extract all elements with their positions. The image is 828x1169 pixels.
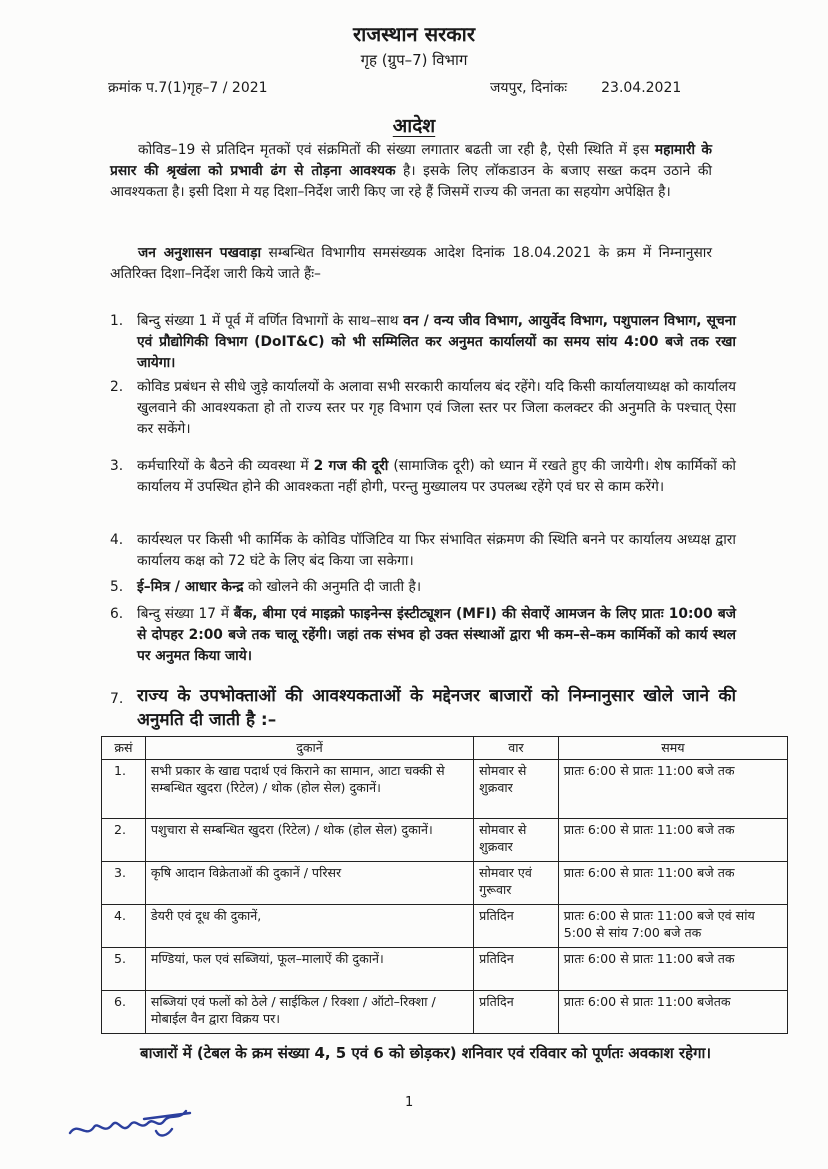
item-text	[137, 456, 736, 498]
place-date-label: जयपुर, दिनांकः	[490, 80, 568, 96]
shops-cell: डेयरी एवं दूध की दुकानें,	[145, 905, 473, 948]
campaign-name: जन अनुशासन पखवाड़ा	[138, 245, 262, 261]
market-timings-table	[101, 736, 788, 1034]
serial-cell: 3.	[102, 862, 146, 905]
serial-cell: 2.	[102, 819, 146, 862]
table-row	[102, 862, 788, 905]
time-cell: प्रातः 6:00 से प्रातः 11:00 बजे तक	[558, 862, 787, 905]
place-date	[490, 78, 681, 97]
days-cell: सोमवार से शुक्रवार	[474, 819, 559, 862]
item-text-plain: बिन्दु संख्या 17 में	[137, 606, 234, 622]
serial-cell: 1.	[102, 760, 146, 819]
directive-item	[110, 530, 736, 572]
item-text-bold: वन / वन्य जीव विभाग, आयुर्वेद विभाग, पशुपालन विभाग, सूचना एवं प्रौद्योगिकी विभाग (DoIT&C) को भी सम्मिलित कर अनुमत कार्यालयों का समय सांय 4:00 बजे तक रखा जायेगा।	[137, 313, 736, 371]
shops-cell: सभी प्रकार के खाद्य पदार्थ एवं किराने का सामान, आटा चक्की से सम्बन्धित खुदरा (रिटेल) / थोक (होल सेल) दुकानें।	[145, 760, 473, 819]
days-cell: प्रतिदिन	[474, 948, 559, 991]
item-text-plain: को खोलने की अनुमति दी जाती है।	[243, 579, 422, 595]
item-number: 5.	[110, 579, 124, 595]
days-cell: सोमवार से शुक्रवार	[474, 760, 559, 819]
table-row	[102, 905, 788, 948]
shops-cell: सब्जियां एवं फलों को ठेले / साईकिल / रिक्शा / ऑटो–रिक्शा / मोबाईल वैन द्वारा विक्रय पर।	[145, 991, 473, 1034]
page-number: 1	[405, 1095, 414, 1110]
item-text-plain: कर्मचारियों के बैठने की व्यवस्था में	[137, 458, 314, 474]
directive-item	[110, 577, 736, 598]
government-title: राजस्थान सरकार	[352, 22, 476, 46]
column-header: वार	[474, 737, 559, 760]
table-row	[102, 991, 788, 1034]
item-text-bold: बैंक, बीमा एवं माइक्रो फाइनेन्स इंस्टीट्यूशन (MFI) की सेवाऐं आमजन के लिए प्रातः 10:00 बजे से दोपहर 2:00 बजे तक चालू रहेंगी। जहां तक संभव हो उक्त संस्थाओं द्वारा भी कम–से–कम कार्मिकों को कार्य स्थल पर अनुमत किया जाये।	[137, 606, 736, 664]
serial-cell: 6.	[102, 991, 146, 1034]
order-heading-text: आदेश	[392, 115, 436, 137]
item-text-plain: बिन्दु संख्या 1 में पूर्व में वर्णित विभागों के साथ–साथ	[137, 313, 404, 329]
directive-item	[110, 377, 736, 440]
item-text: राज्य के उपभोक्ताओं की आवश्यकताओं के मद्देनजर बाजारों को निम्नानुसार खोले जाने की अनुमति दी जाती है :–	[137, 686, 736, 730]
item-number: 2.	[110, 379, 124, 395]
table-header-row	[102, 737, 788, 760]
time-cell: प्रातः 6:00 से प्रातः 11:00 बजेतक	[558, 991, 787, 1034]
department-name: गृह (ग्रुप–7) विभाग	[360, 51, 468, 69]
signature	[60, 1095, 210, 1155]
item-number: 1.	[110, 313, 124, 329]
intro-text: है। इसके लिए लॉकडाउन के बजाए सख्त कदम उठाने की आवश्यकता है। इसी दिशा मे यह दिशा–निर्देश जारी किए जा रहे हैं जिसमें राज्य की जनता का सहयोग अपेक्षित है।	[110, 163, 713, 200]
item-text-plain: (सामाजिक दूरी) को ध्यान में रखते हुए की जायेगी। शेष कार्मिकों को कार्यालय में उपस्थित होने की आवश्कता नहीं होगी, परन्तु मुख्यालय पर उपलब्ध रहेंगे एवं घर से काम करेंगे।	[137, 458, 736, 495]
weekend-closure-note: बाजारों में (टेबल के क्रम संख्या 4, 5 एवं 6 को छोड़कर) शनिवार एवं रविवार को पूर्णतः अवकाश रहेगा।	[140, 1044, 712, 1062]
intro-text: कोविड–19 से प्रतिदिन मृतकों एवं संक्रमितों की संख्या लगातार बढती जा रही है, ऐसी स्थिति में इस	[138, 142, 655, 158]
item-text	[137, 311, 736, 374]
directive-item	[110, 684, 736, 732]
serial-cell: 5.	[102, 948, 146, 991]
column-header: क्रसं	[102, 737, 146, 760]
intro-paragraph-1	[110, 140, 712, 203]
shops-cell: कृषि आदान विक्रेताओं की दुकानें / परिसर	[145, 862, 473, 905]
days-cell: प्रतिदिन	[474, 905, 559, 948]
column-header: समय	[558, 737, 787, 760]
directive-item	[110, 456, 736, 498]
item-text-bold: ई–मित्र / आधार केन्द्र	[137, 579, 244, 595]
item-number: 6.	[110, 606, 124, 622]
time-cell: प्रातः 6:00 से प्रातः 11:00 बजे तक	[558, 819, 787, 862]
time-cell: प्रातः 6:00 से प्रातः 11:00 बजे तक	[558, 948, 787, 991]
item-number: 3.	[110, 458, 124, 474]
table-row	[102, 819, 788, 862]
item-text: कार्यस्थल पर किसी भी कार्मिक के कोविड पॉजिटिव या फिर संभावित संक्रमण की स्थिति बनने पर कार्यालय अध्यक्ष द्वारा कार्यालय कक्ष को 72 घंटे के लिए बंद किया जा सकेगा।	[137, 532, 736, 569]
shops-cell: मण्डियां, फल एवं सब्जियां, फूल–मालाऐं की दुकानें।	[145, 948, 473, 991]
item-number: 4.	[110, 532, 124, 548]
days-cell: प्रतिदिन	[474, 991, 559, 1034]
order-heading	[0, 112, 828, 138]
table-row	[102, 948, 788, 991]
time-cell: प्रातः 6:00 से प्रातः 11:00 बजे तक	[558, 760, 787, 819]
reference-number: क्रमांक प.7(1)गृह–7 / 2021	[108, 80, 268, 96]
table-row	[102, 760, 788, 819]
item-text	[137, 604, 736, 667]
shops-cell: पशुचारा से सम्बन्धित खुदरा (रिटेल) / थोक (होल सेल) दुकानें।	[145, 819, 473, 862]
intro-emphasis: महामारी के प्रसार की श्रृखंला को प्रभावी ढंग से तोड़ना आवश्यक	[110, 142, 712, 179]
intro-text: सम्बन्धित विभागीय समसंख्यक आदेश दिनांक 18.04.2021 के क्रम में निम्नानुसार अतिरिक्त दिशा–निर्देश जारी किये जाते हैंः–	[110, 245, 712, 282]
item-number: 7.	[110, 691, 124, 707]
order-date: 23.04.2021	[601, 80, 682, 96]
directive-item	[110, 311, 736, 374]
serial-cell: 4.	[102, 905, 146, 948]
item-text: कोविड प्रबंधन से सीधे जुड़े कार्यालयों के अलावा सभी सरकारी कार्यालय बंद रहेंगे। यदि किसी कार्यालयाध्यक्ष को कार्यालय खुलवाने की आवश्यकता हो तो राज्य स्तर पर गृह विभाग एवं जिला स्तर पर जिला कलक्टर की अनुमति के पश्चात् ऐसा कर सकेंगे।	[137, 379, 736, 437]
time-cell: प्रातः 6:00 से प्रातः 11:00 बजे एवं सांय 5:00 से सांय 7:00 बजे तक	[558, 905, 787, 948]
item-text	[137, 577, 736, 598]
column-header: दुकानें	[145, 737, 473, 760]
days-cell: सोमवार एवं गुरूवार	[474, 862, 559, 905]
item-text-bold: 2 गज की दूरी	[313, 458, 389, 474]
intro-paragraph-2	[110, 243, 712, 285]
directive-item	[110, 604, 736, 667]
